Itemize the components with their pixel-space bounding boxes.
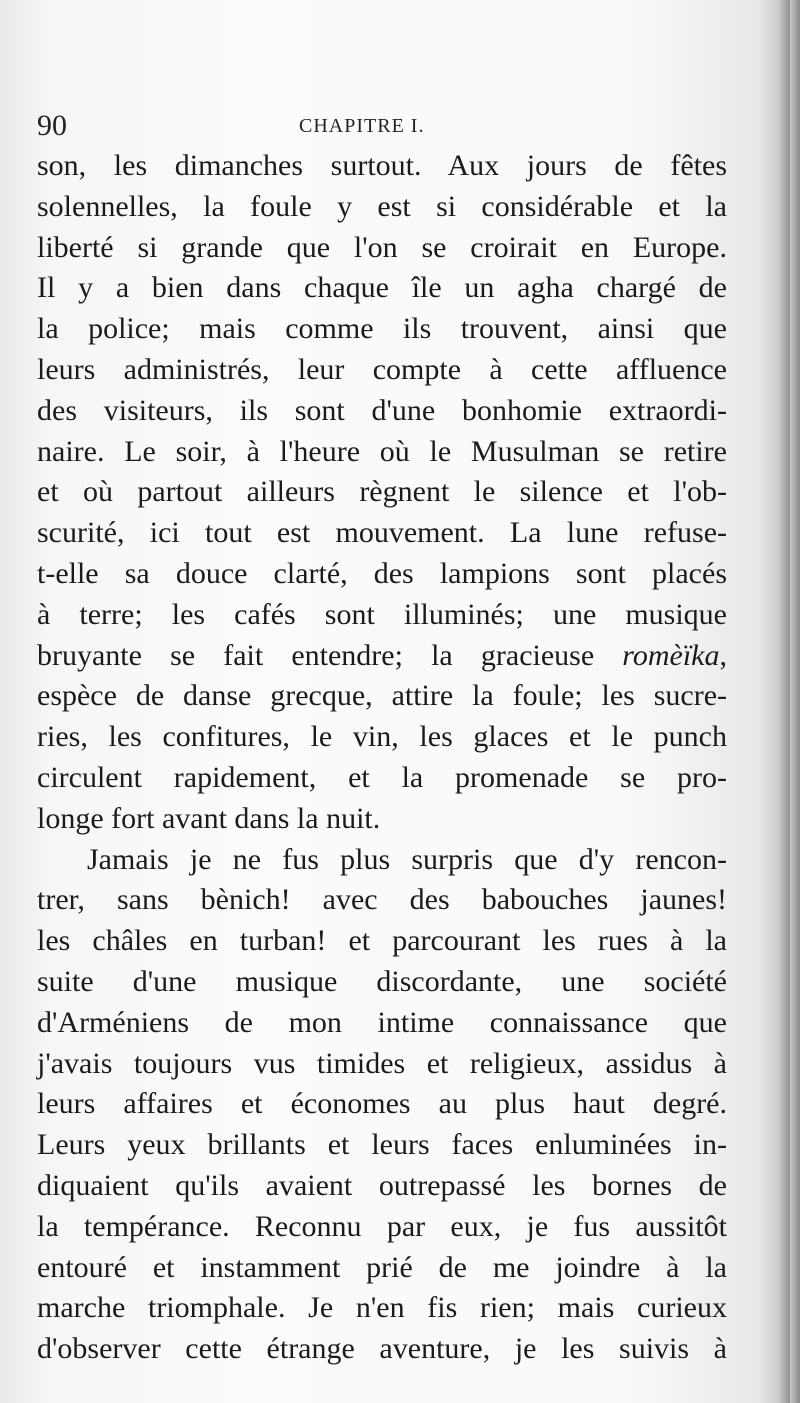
text-line: leurs affaires et économes au plus haut degré. <box>37 1087 727 1121</box>
text-line: Leurs yeux brillants et leurs faces enluminées in- <box>37 1128 727 1162</box>
text-line: ries, les confitures, le vin, les glaces et le punch <box>37 720 727 754</box>
text-line: liberté si grande que l'on se croirait en Europe. <box>37 230 727 264</box>
text-line: diquaient qu'ils avaient outrepassé les bornes de <box>37 1168 727 1202</box>
text-line: les châles en turban! et parcourant les rues à la <box>37 924 727 958</box>
text-line: trer, sans bènich! avec des babouches jaunes! <box>37 883 727 917</box>
text-line: circulent rapidement, et la promenade se pro- <box>37 760 727 794</box>
text-line: la police; mais comme ils trouvent, ainsi que <box>37 312 727 346</box>
text-line: entouré et instamment prié de me joindre à la <box>37 1250 727 1284</box>
text-line: des visiteurs, ils sont d'une bonhomie extraordi- <box>37 393 727 427</box>
body-text <box>37 146 727 1370</box>
page-header <box>37 106 727 146</box>
text-line: d'observer cette étrange aventure, je les suivis à <box>37 1332 727 1366</box>
running-head: CHAPITRE I. <box>299 115 425 137</box>
text-segment: bruyante se fait entendre; la gracieuse <box>37 638 623 672</box>
page-number: 90 <box>37 109 67 142</box>
text-line: son, les dimanches surtout. Aux jours de fêtes <box>37 149 727 182</box>
text-line: Il y a bien dans chaque île un agha chargé de <box>37 271 727 305</box>
text-line: d'Arméniens de mon intime connaissance que <box>37 1005 727 1039</box>
text-line: marche triomphale. Je n'en fis rien; mais curieux <box>37 1291 727 1325</box>
text-line-with-italic <box>37 636 727 677</box>
text-line: naire. Le soir, à l'heure où le Musulman se retire <box>37 434 727 468</box>
text-line: leurs administrés, leur compte à cette affluence <box>37 352 727 386</box>
text-line: et où partout ailleurs règnent le silence et l'ob- <box>37 475 727 509</box>
text-line: à terre; les cafés sont illuminés; une musique <box>37 597 727 631</box>
text-line: Jamais je ne fus plus surpris que d'y rencon- <box>87 842 727 876</box>
text-line: t-elle sa douce clarté, des lampions sont placés <box>37 556 727 590</box>
text-line: longe fort avant dans la nuit. <box>37 801 381 835</box>
text-line: j'avais toujours vus timides et religieux, assidus à <box>37 1046 727 1080</box>
text-line: espèce de danse grecque, attire la foule; les sucre- <box>37 679 727 713</box>
italic-word: romèïka <box>622 638 720 672</box>
text-line: solennelles, la foule y est si considérable et la <box>37 189 727 223</box>
text-line: la tempérance. Reconnu par eux, je fus aussitôt <box>37 1209 727 1243</box>
page-edge-shadow <box>778 0 800 1403</box>
text-line: suite d'une musique discordante, une société <box>37 964 727 998</box>
text-line: scurité, ici tout est mouvement. La lune refuse- <box>37 516 727 550</box>
text-segment: , <box>719 638 727 672</box>
